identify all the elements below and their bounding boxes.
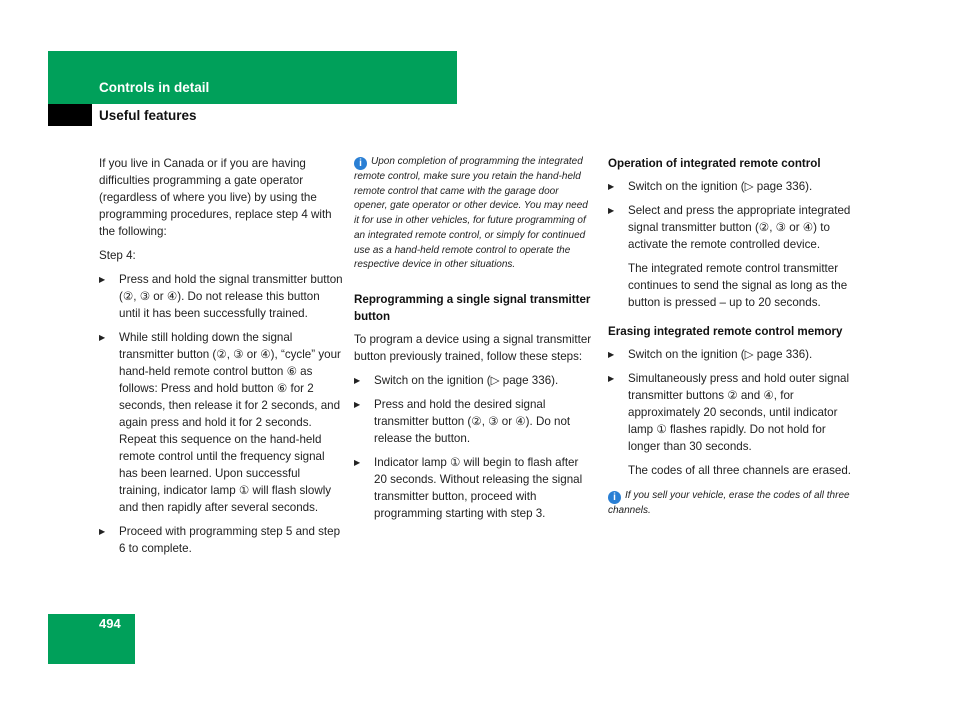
instruction-step: ▶ Select and press the appropriate integrated signal transmitter button (②, ③ or ④) to activate the remote controlled device.	[608, 202, 851, 253]
result-text: The codes of all three channels are erased.	[628, 464, 851, 477]
subsection-title: Useful features	[99, 108, 197, 123]
instruction-step: ▶ Indicator lamp ① will begin to flash after 20 seconds. Without releasing the signal transmitter button, proceed with programming starting with step 3.	[354, 454, 594, 522]
instruction-step: ▶ Switch on the ignition (▷ page 336).	[608, 178, 851, 195]
instruction-step: ▶ Simultaneously press and hold outer signal transmitter buttons ② and ④, for approximately 20 seconds, until indicator lamp ① flashes rapidly. Do not hold for longer than 30 seconds.	[608, 370, 851, 455]
section-heading: Operation of integrated remote control	[608, 157, 821, 170]
info-note-text: Upon completion of programming the integrated remote control, make sure you retain the hand-held remote control that came with the garage door opener, gate operator or other device. You may need it for use in other vehicles, for future programming of an integrated remote control, or simply for continued use as a hand-held remote control to operate the respective device in other situations.	[354, 156, 588, 271]
info-note	[354, 155, 594, 273]
column-1	[99, 155, 344, 564]
column-3	[608, 155, 851, 537]
section-tab-marker	[48, 104, 92, 126]
section-intro: To program a device using a signal transmitter button previously trained, follow these steps:	[354, 332, 592, 363]
info-note	[608, 489, 851, 519]
instruction-step: ▶ Switch on the ignition (▷ page 336).	[354, 372, 594, 389]
column-2	[354, 155, 594, 529]
step-label: Step 4:	[99, 249, 136, 262]
info-icon: i	[608, 491, 621, 504]
instruction-step: ▶ Proceed with programming step 5 and step 6 to complete.	[99, 523, 344, 557]
info-icon: i	[354, 157, 367, 170]
instruction-step: ▶ Switch on the ignition (▷ page 336).	[608, 346, 851, 363]
section-title: Controls in detail	[99, 80, 210, 95]
result-text: The integrated remote control transmitter continues to send the signal as long as the button is pressed – up to 20 seconds.	[628, 262, 848, 309]
instruction-step: ▶ While still holding down the signal transmitter button (②, ③ or ④), “cycle” your hand-held remote control button ⑥ as follows: Press and hold button ⑥ for 2 seconds, then release it for 2 seconds, and again press and hold it for 2 seconds. Repeat this sequence on the hand-held remote control until the frequency signal has been learned. Upon successful training, indicator lamp ① will flash slowly and then rapidly after several seconds.	[99, 329, 344, 516]
intro-paragraph: If you live in Canada or if you are having difficulties programming a gate operator (regardless of where you live) by using the programming procedures, replace step 4 with the following:	[99, 157, 332, 238]
instruction-step: ▶ Press and hold the desired signal transmitter button (②, ③ or ④). Do not release the button.	[354, 396, 594, 447]
header-band	[48, 51, 457, 104]
page-number-box	[48, 614, 135, 664]
instruction-step: ▶ Press and hold the signal transmitter button (②, ③ or ④). Do not release this button until it has been successfully trained.	[99, 271, 344, 322]
section-heading: Reprogramming a single signal transmitter button	[354, 292, 591, 323]
page-number: 494	[99, 616, 121, 631]
section-heading: Erasing integrated remote control memory	[608, 325, 843, 338]
info-note-text: If you sell your vehicle, erase the codes of all three channels.	[608, 490, 850, 516]
